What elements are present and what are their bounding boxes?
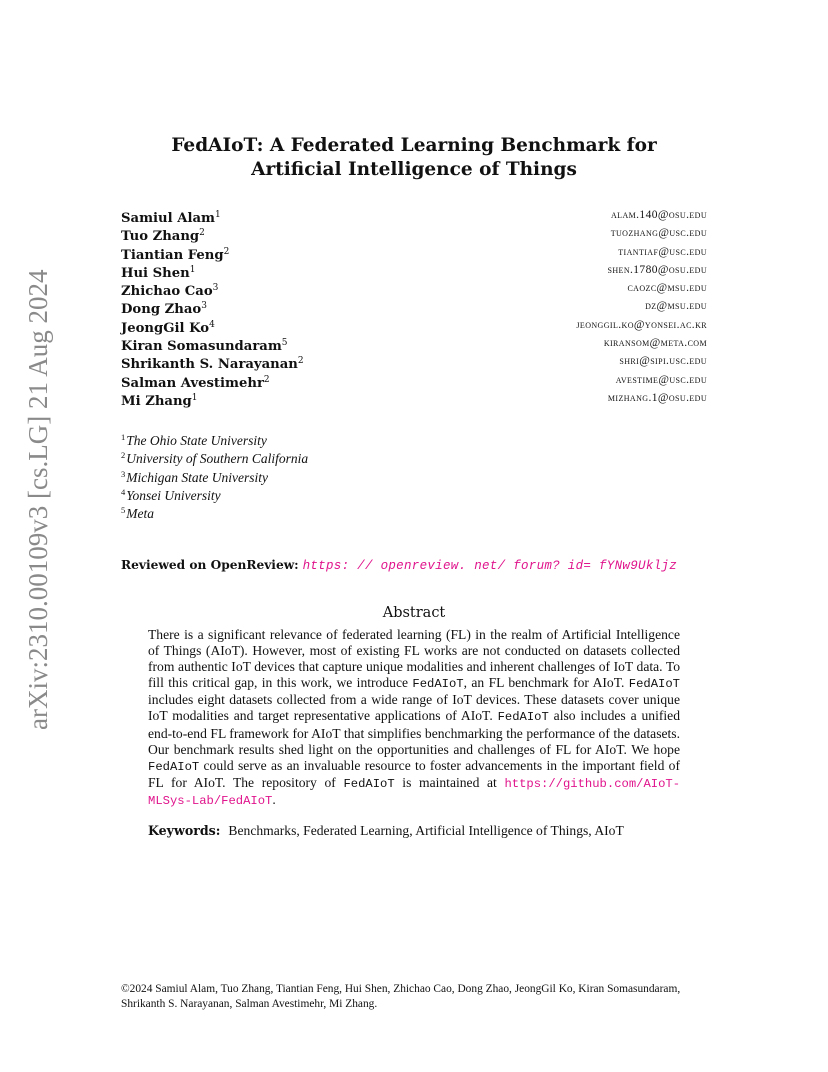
author-name: Mi Zhang bbox=[121, 393, 192, 409]
benchmark-name: FedAIoT bbox=[497, 710, 549, 725]
benchmark-name: FedAIoT bbox=[412, 677, 464, 692]
affiliation-name: Meta bbox=[126, 506, 154, 522]
author-row bbox=[121, 297, 707, 318]
review-label: Reviewed on OpenReview: bbox=[121, 558, 299, 572]
author-name: Samiul Alam bbox=[121, 211, 215, 226]
author-name: Dong Zhao bbox=[121, 302, 202, 318]
benchmark-name: FedAIoT bbox=[628, 677, 680, 692]
abstract-text: . bbox=[272, 791, 276, 807]
affiliation bbox=[121, 501, 308, 522]
review-line bbox=[121, 556, 677, 575]
author-affil-sup: 1 bbox=[191, 392, 198, 403]
author-email[interactable]: shri@sipi.usc.edu bbox=[619, 355, 707, 368]
author-row bbox=[121, 279, 707, 300]
affiliation-sup: 4 bbox=[121, 486, 126, 497]
author-email[interactable]: caozc@msu.edu bbox=[627, 282, 707, 295]
affiliation bbox=[121, 483, 308, 501]
author-list bbox=[121, 206, 707, 407]
benchmark-name: FedAIoT bbox=[343, 776, 395, 791]
affiliation-name: University of Southern California bbox=[126, 451, 309, 467]
author-name: Tiantian Feng bbox=[121, 247, 224, 263]
author-affil-sup: 1 bbox=[214, 210, 221, 220]
keywords-label: Keywords: bbox=[148, 823, 221, 838]
abstract-text: could serve as an invaluable resource to foster advancements in the important field of FL for AIoT. The repository of bbox=[148, 757, 680, 790]
author-affil-sup: 4 bbox=[209, 319, 215, 330]
author-email[interactable]: tuozhang@usc.edu bbox=[610, 227, 707, 240]
author-row bbox=[121, 371, 707, 389]
author-email[interactable]: tiantiaf@usc.edu bbox=[618, 245, 707, 258]
author-row bbox=[121, 224, 707, 245]
author-affil-sup: 2 bbox=[297, 356, 304, 367]
author-name: Kiran Somasundaram bbox=[121, 339, 282, 355]
author-email[interactable]: mizhang.1@osu.edu bbox=[607, 391, 707, 404]
affiliation bbox=[121, 428, 308, 446]
abstract-text: also includes a unified end-to-end FL framework for AIoT that simplifies benchmarking the performance of the datasets. Our benchmark results shed light on the opportunities and challenges of FL for AIoT. We hope bbox=[148, 708, 680, 757]
author-email[interactable]: shen.1780@osu.edu bbox=[607, 263, 707, 276]
author-name: Hui Shen bbox=[121, 265, 190, 281]
openreview-link[interactable]: https: // openreview. net/ forum? id= fYNw9Ukljz bbox=[302, 559, 678, 573]
keywords-text: Benchmarks, Federated Learning, Artificial Intelligence of Things, AIoT bbox=[228, 823, 624, 838]
author-affil-sup: 2 bbox=[223, 246, 230, 257]
affiliation-sup: 5 bbox=[121, 505, 126, 516]
author-name: JeongGil Ko bbox=[121, 320, 210, 336]
author-name: Salman Avestimehr bbox=[121, 375, 264, 391]
author-affil-sup: 3 bbox=[212, 283, 219, 294]
author-row bbox=[121, 352, 707, 373]
affiliation-list bbox=[121, 428, 309, 522]
paper-title bbox=[0, 134, 828, 182]
affiliation bbox=[121, 465, 308, 483]
author-affil-sup: 3 bbox=[201, 301, 207, 312]
title-line-1: FedAIoT: A Federated Learning Benchmark for bbox=[171, 135, 657, 156]
affiliation-sup: 2 bbox=[121, 450, 126, 461]
affiliation-name: Michigan State University bbox=[126, 469, 268, 485]
author-name: Zhichao Cao bbox=[121, 284, 213, 300]
author-name: Tuo Zhang bbox=[121, 229, 200, 245]
author-affil-sup: 2 bbox=[199, 228, 205, 239]
arxiv-side-stamp: arXiv:2310.00109v3 [cs.LG] 21 Aug 2024 bbox=[23, 269, 53, 730]
abstract-text: is maintained at bbox=[394, 774, 505, 790]
author-affil-sup: 2 bbox=[263, 374, 270, 385]
keywords-line bbox=[148, 823, 624, 839]
author-name: Shrikanth S. Narayanan bbox=[121, 357, 298, 373]
abstract-body bbox=[148, 627, 680, 809]
author-row bbox=[121, 243, 707, 261]
author-email[interactable]: alam.140@osu.edu bbox=[611, 209, 707, 221]
author-row bbox=[121, 389, 707, 407]
abstract-text: includes eight datasets collected from a wide range of IoT devices. These datasets cover unique IoT modalities and target representative applications of AIoT. bbox=[148, 692, 680, 724]
title-line-2: Artificial Intelligence of Things bbox=[251, 159, 577, 180]
copyright-notice: ©2024 Samiul Alam, Tuo Zhang, Tiantian Feng, Hui Shen, Zhichao Cao, Dong Zhao, JeongGil Ko, Kiran Somasundaram, Shrikanth S. Narayanan, Salman Avestimehr, Mi Zhang. bbox=[121, 983, 681, 1010]
repository-link[interactable]: https://github.com/AIoT-MLSys-Lab/FedAIoT bbox=[148, 776, 681, 808]
affiliation-sup: 1 bbox=[121, 432, 126, 442]
author-row bbox=[121, 206, 707, 224]
affiliation-name: Yonsei University bbox=[126, 487, 221, 503]
author-email[interactable]: dz@msu.edu bbox=[645, 300, 707, 313]
abstract-text: There is a significant relevance of federated learning (FL) in the realm of Artificial Intelligence of Things (AIoT). However, most of existing FL works are not conducted on datasets collected from authentic IoT devices that capture unique modalities and inherent challenges of IoT data. To fill this critical gap, in this work, we introduce bbox=[148, 627, 680, 691]
author-affil-sup: 1 bbox=[189, 264, 196, 275]
affiliation-name: The Ohio State University bbox=[126, 433, 267, 448]
abstract-heading: Abstract bbox=[382, 605, 446, 621]
abstract-text: , an FL benchmark for AIoT. bbox=[463, 675, 629, 691]
affiliation-sup: 3 bbox=[121, 468, 126, 479]
author-email[interactable]: jeonggil.ko@yonsei.ac.kr bbox=[576, 318, 707, 331]
author-row bbox=[121, 316, 707, 334]
affiliation bbox=[121, 446, 309, 467]
benchmark-name: FedAIoT bbox=[148, 759, 200, 774]
author-row bbox=[121, 334, 707, 355]
author-row bbox=[121, 261, 707, 279]
author-affil-sup: 5 bbox=[281, 338, 288, 349]
author-email[interactable]: kiransom@meta.com bbox=[603, 337, 707, 350]
author-email[interactable]: avestime@usc.edu bbox=[615, 373, 707, 386]
